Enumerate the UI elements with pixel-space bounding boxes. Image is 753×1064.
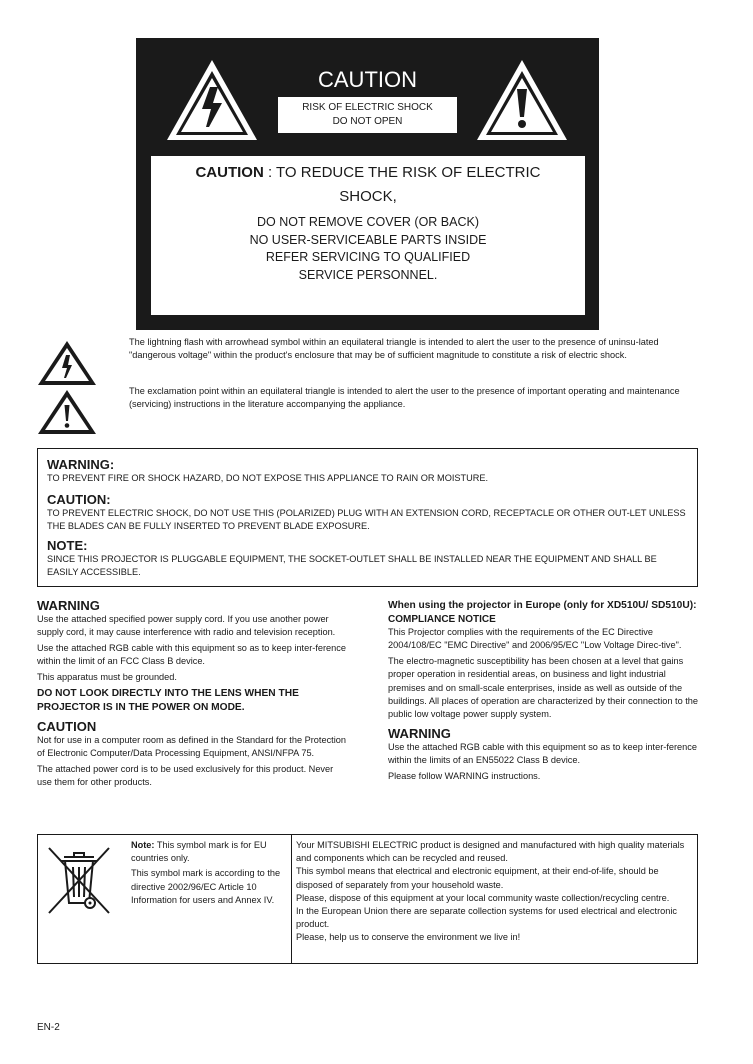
- paragraph: Use the attached specified power supply cord. If you use another power supply cord, it may cause interference with radio and television reception.: [37, 614, 336, 638]
- bold-warning: DO NOT LOOK DIRECTLY INTO THE LENS WHEN THE PROJECTOR IS IN THE POWER ON MODE.: [37, 688, 299, 713]
- paragraph: Please follow WARNING instructions.: [388, 770, 541, 781]
- risk-line-2: DO NOT OPEN: [332, 116, 403, 127]
- paragraph: The attached power cord is to be used exclusively for this product. Never use them for other products.: [37, 763, 334, 788]
- note-text: Note: This symbol mark is for EU countries only.: [131, 840, 267, 864]
- exclamation-triangle-icon: [36, 388, 98, 436]
- paragraph: In the European Union there are separate collection systems for used electrical and electronic product.: [296, 906, 677, 930]
- warning-heading: WARNING:: [47, 457, 115, 472]
- caution-title: CAUTION: [278, 63, 457, 97]
- page-number: EN-2: [37, 1022, 60, 1033]
- weee-note: [131, 839, 283, 907]
- weee-description: [296, 839, 692, 945]
- crossed-bin-icon: [44, 843, 114, 918]
- caution-heading-line2: SHOCK,: [339, 188, 397, 205]
- caution-heading: CAUTION:: [47, 491, 111, 507]
- divider: [291, 834, 292, 964]
- europe-heading: When using the projector in Europe (only for XD510U/ SD510U):: [388, 600, 697, 611]
- paragraph: This symbol means that electrical and electronic equipment, at their end-of-life, should be disposed of separately from your household waste.: [296, 866, 659, 890]
- caution-label: [277, 62, 458, 134]
- paragraph: This apparatus must be grounded.: [37, 671, 177, 682]
- caution-line: REFER SERVICING TO QUALIFIED: [265, 250, 471, 264]
- warning-heading: WARNING: [388, 725, 451, 741]
- lightning-triangle-icon: [164, 57, 260, 143]
- warning-text: TO PREVENT FIRE OR SHOCK HAZARD, DO NOT EXPOSE THIS APPLIANCE TO RAIN OR MOISTURE.: [47, 473, 489, 483]
- paragraph: Your MITSUBISHI ELECTRIC product is designed and manufactured with high quality materials and components which can be recycled and reused.: [296, 840, 685, 864]
- note-text-2: This symbol mark is according to the directive 2002/96/EC Article 10 Information for users and Annex IV.: [131, 868, 281, 905]
- paragraph: This Projector complies with the requirements of the EC Directive 2004/108/EC "EMC Directive" and 2006/95/EC "Low Voltage Direc-tive".: [388, 627, 682, 651]
- caution-heading: CAUTION: [37, 719, 97, 735]
- exclamation-symbol-text: The exclamation point within an equilateral triangle is intended to alert the user to the presence of important operating and maintenance (servicing) instructions in the literature accompanying the appliance.: [129, 386, 680, 410]
- caution-line: SERVICE PERSONNEL.: [298, 267, 438, 282]
- lightning-triangle-icon: [36, 339, 98, 387]
- right-column: [388, 599, 700, 783]
- paragraph: The electro-magnetic susceptibility has been chosen at a level that gains proper operation in residential areas, on business and light industrial premises and on small-scale enterprises, inside as well as outside of the buildings. All places of operation are characterized by their connection to the public low voltage power supply system.: [388, 655, 699, 720]
- compliance-heading: COMPLIANCE NOTICE: [388, 613, 496, 625]
- left-column: [37, 598, 349, 790]
- exclamation-triangle-icon: [474, 57, 570, 143]
- lightning-symbol-text: The lightning flash with arrowhead symbol within an equilateral triangle is intended to alert the user to the presence of uninsu-lated "dangerous voltage" within the product's enclosure that may be of sufficient magnitude to constitute a risk of electric shock.: [129, 337, 659, 361]
- paragraph: Please, help us to conserve the environment we live in!: [296, 932, 521, 943]
- warning-heading: WARNING: [37, 598, 100, 613]
- paragraph: Use the attached RGB cable with this equipment so as to keep inter-ference within the limits of an EN55022 Class B device.: [388, 741, 697, 766]
- caution-line: NO USER-SERVICEABLE PARTS INSIDE: [249, 232, 487, 247]
- paragraph: Use the attached RGB cable with this equipment so as to keep inter-ference within the limit of an FCC Class B device.: [37, 642, 346, 667]
- caution-message: [151, 156, 585, 315]
- caution-text: TO PREVENT ELECTRIC SHOCK, DO NOT USE THIS (POLARIZED) PLUG WITH AN EXTENSION CORD, RECEPTACLE OR OTHER OUT-LET UNLESS THE BLADES CAN BE FULLY INSERTED TO PREVENT BLADE EXPOSURE.: [47, 507, 686, 532]
- paragraph: Please, dispose of this equipment at your local community waste collection/recycling centre.: [296, 892, 670, 903]
- warning-box: [37, 448, 698, 587]
- note-text: SINCE THIS PROJECTOR IS PLUGGABLE EQUIPMENT, THE SOCKET-OUTLET SHALL BE INSTALLED NEAR THE EQUIPMENT AND SHALL BE EASILY ACCESSIBLE.: [47, 553, 657, 578]
- note-heading: NOTE:: [47, 537, 88, 553]
- paragraph: Not for use in a computer room as defined in the Standard for the Protection of Electronic Computer/Data Processing Equipment, ANSI/NFPA 75.: [37, 735, 346, 759]
- caution-heading: CAUTION : TO REDUCE THE RISK OF ELECTRIC: [195, 164, 541, 181]
- risk-line-1: RISK OF ELECTRIC SHOCK: [302, 102, 433, 113]
- caution-line: DO NOT REMOVE COVER (OR BACK): [256, 215, 479, 229]
